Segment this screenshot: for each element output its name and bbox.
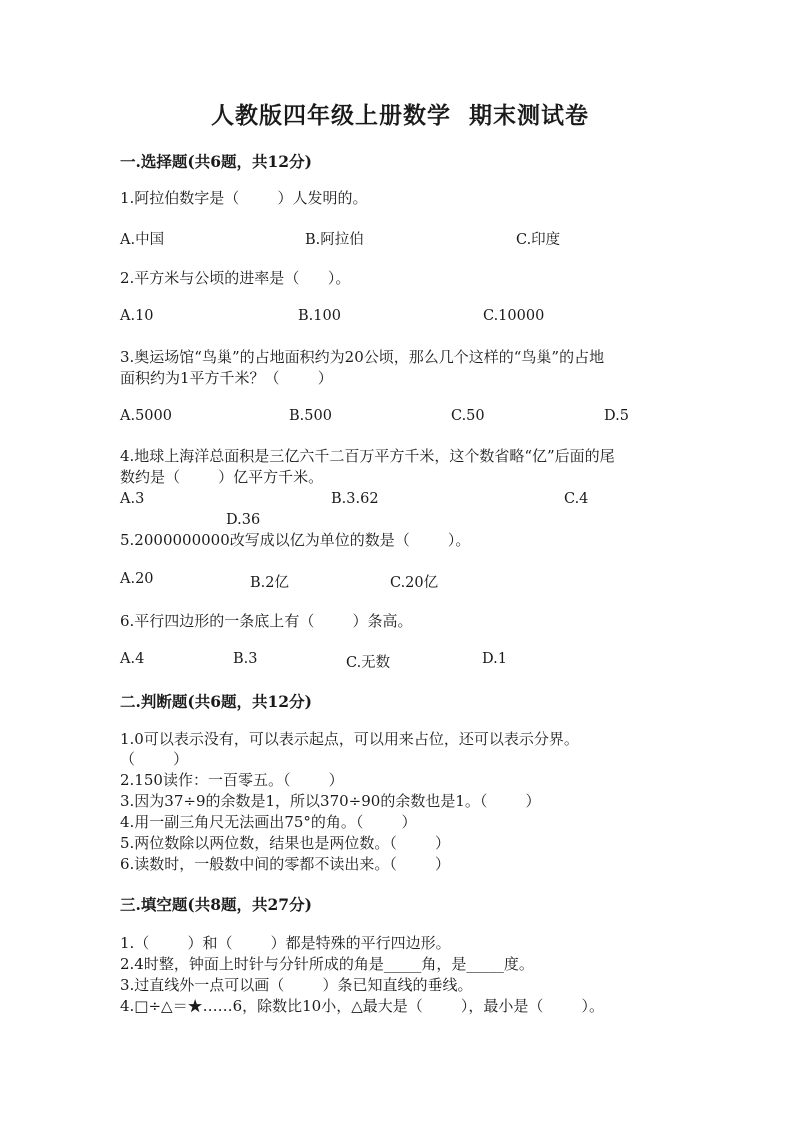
q3-option-d: D.5 bbox=[604, 408, 629, 424]
q3-option-a: A.5000 bbox=[120, 408, 172, 424]
choice-question-3-line2: 面积约为1平方千米？（ ） bbox=[120, 369, 333, 387]
q4-option-d: D.36 bbox=[226, 512, 261, 528]
judge-item-4: 4.用一副三角尺无法画出75°的角。（ ） bbox=[120, 813, 417, 831]
q1-option-c: C.印度 bbox=[516, 232, 561, 248]
choice-question-5: 5.2000000000改写成以亿为单位的数是（ ）。 bbox=[120, 531, 471, 549]
judge-item-3: 3.因为37÷9的余数是1，所以370÷90的余数也是1。（ ） bbox=[120, 792, 541, 810]
q5-option-b: B.2亿 bbox=[250, 575, 289, 591]
judge-item-1: 1.0可以表示没有，可以表示起点，可以用来占位，还可以表示分界。 bbox=[120, 730, 579, 748]
q5-option-c: C.20亿 bbox=[390, 575, 439, 591]
q6-option-c: C.无数 bbox=[346, 655, 391, 671]
q2-option-b: B.100 bbox=[298, 308, 341, 324]
q2-option-a: A.10 bbox=[120, 308, 154, 324]
choice-question-2: 2.平方米与公顷的进率是（ ）。 bbox=[120, 269, 351, 287]
q4-option-c: C.4 bbox=[564, 491, 589, 507]
fill-item-3: 3.过直线外一点可以画（ ）条已知直线的垂线。 bbox=[120, 976, 473, 994]
section-heading-choice: 一.选择题(共6题，共12分) bbox=[120, 152, 312, 171]
q1-option-b: B.阿拉伯 bbox=[305, 232, 364, 248]
choice-question-6: 6.平行四边形的一条底上有（ ）条高。 bbox=[120, 612, 413, 630]
judge-item-2: 2.150读作：一百零五。（ ） bbox=[120, 771, 344, 789]
q6-option-d: D.1 bbox=[482, 651, 507, 667]
choice-question-1: 1.阿拉伯数字是（ ）人发明的。 bbox=[120, 189, 368, 207]
q4-option-a: A.3 bbox=[120, 491, 145, 507]
q3-option-c: C.50 bbox=[451, 408, 485, 424]
q1-option-a: A.中国 bbox=[120, 232, 165, 248]
choice-question-4-line1: 4.地球上海洋总面积是三亿六千二百万平方千米，这个数省略“亿”后面的尾 bbox=[120, 447, 615, 465]
judge-item-5: 5.两位数除以两位数，结果也是两位数。（ ） bbox=[120, 834, 450, 852]
judge-item-6: 6.读数时，一般数中间的零都不读出来。（ ） bbox=[120, 855, 450, 873]
fill-item-4: 4.□÷△＝★……6，除数比10小，△最大是（ ），最小是（ ）。 bbox=[120, 997, 605, 1015]
fill-item-2: 2.4时整，钟面上时针与分针所成的角是_____角，是_____度。 bbox=[120, 955, 534, 973]
q5-option-a: A.20 bbox=[120, 571, 154, 587]
q6-option-a: A.4 bbox=[120, 651, 145, 667]
q2-option-c: C.10000 bbox=[483, 308, 545, 324]
q6-option-b: B.3 bbox=[233, 651, 258, 667]
choice-question-3-line1: 3.奥运场馆“鸟巢”的占地面积约为20公顷，那么几个这样的“鸟巢”的占地 bbox=[120, 348, 605, 366]
section-heading-fill: 三.填空题(共8题，共27分) bbox=[120, 895, 312, 914]
q4-option-b: B.3.62 bbox=[331, 491, 379, 507]
judge-item-1-blank: （ ） bbox=[120, 750, 189, 768]
fill-item-1: 1.（ ）和（ ）都是特殊的平行四边形。 bbox=[120, 934, 451, 952]
section-heading-judge: 二.判断题(共6题，共12分) bbox=[120, 692, 312, 711]
choice-question-4-line2: 数约是（ ）亿平方千米。 bbox=[120, 468, 324, 486]
page-title: 人教版四年级上册数学 期末测试卷 bbox=[210, 102, 589, 129]
q3-option-b: B.500 bbox=[289, 408, 332, 424]
